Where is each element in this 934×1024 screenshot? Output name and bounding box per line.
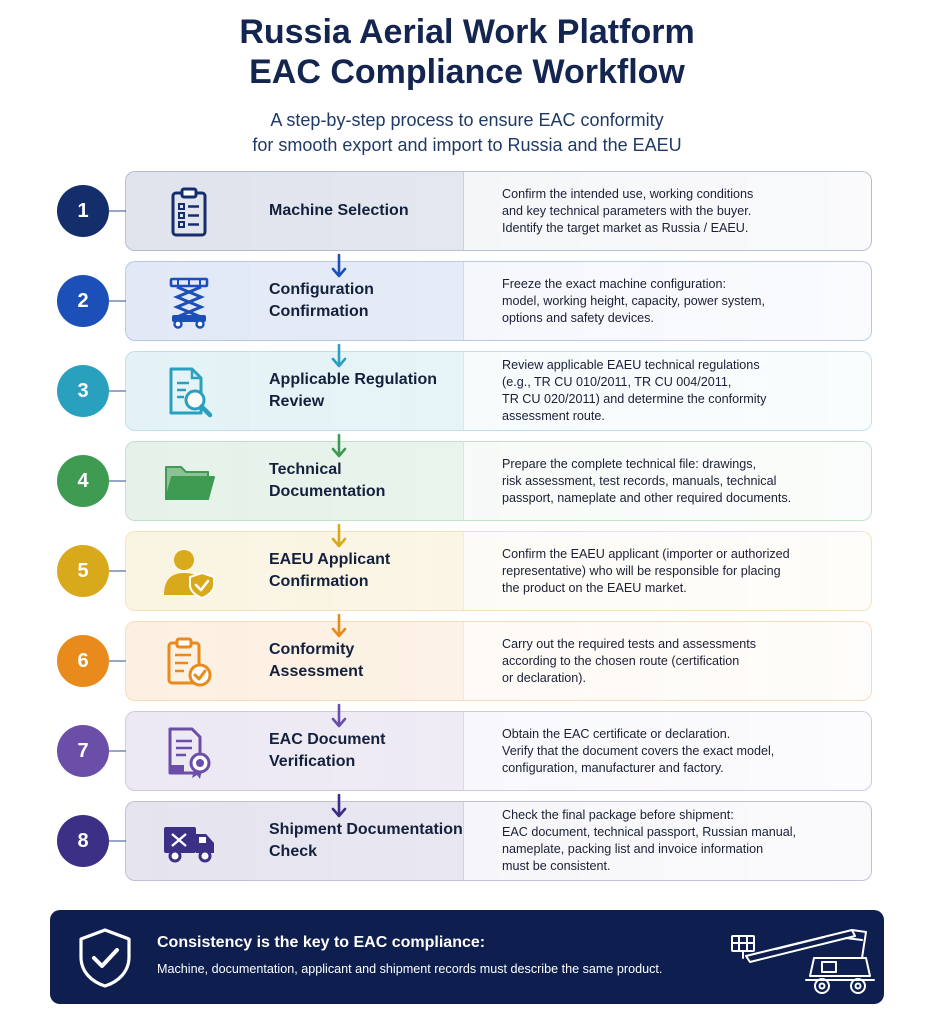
step-card: [125, 171, 872, 251]
step-description-line: Verify that the document covers the exact model,: [502, 743, 775, 758]
step-description-line: Check the final package before shipment:: [502, 808, 734, 822]
workflow-step: [0, 711, 934, 791]
person-shield-icon: [162, 545, 216, 599]
shield-check-icon: [77, 927, 133, 989]
footer-banner: [50, 910, 884, 1004]
step-title: [269, 622, 464, 700]
workflow-step: [0, 531, 934, 611]
step-title-line: Technical: [269, 461, 342, 478]
step-connector-line: [109, 390, 126, 392]
step-description-line: nameplate, packing list and invoice information: [502, 842, 764, 856]
step-number: 8: [57, 815, 109, 867]
step-title-line: Documentation: [269, 483, 386, 500]
step-description-line: TR CU 020/2011) and determine the conformity: [502, 392, 767, 406]
step-title-line: Confirmation: [269, 303, 369, 320]
step-title-line: Review: [269, 393, 325, 410]
step-description-line: passport, nameplate and other required documents.: [502, 490, 792, 505]
step-card: [125, 801, 872, 881]
step-number: 7: [57, 725, 109, 777]
step-description-line: configuration, manufacturer and factory.: [502, 760, 724, 775]
title-line-1: Russia Aerial Work Platform: [239, 13, 695, 51]
step-number: 1: [57, 185, 109, 237]
step-card: [125, 621, 872, 701]
step-connector-line: [109, 210, 126, 212]
step-description: [502, 172, 862, 250]
step-description-line: Prepare the complete technical file: drawings,: [502, 456, 757, 471]
step-description: [502, 352, 862, 430]
step-description: [502, 622, 862, 700]
step-number: 6: [57, 635, 109, 687]
step-title: [269, 712, 464, 790]
step-description-line: Identify the target market as Russia / EAEU.: [502, 220, 749, 235]
step-description-line: Review applicable EAEU technical regulations: [502, 358, 760, 372]
step-description-line: according to the chosen route (certification: [502, 653, 740, 668]
step-title-line: Shipment Documentation: [269, 821, 463, 838]
step-title: [269, 262, 464, 340]
step-title-line: Verification: [269, 753, 356, 770]
step-connector-line: [109, 660, 126, 662]
step-title-line: EAC Document: [269, 731, 386, 748]
step-title: [269, 802, 464, 880]
step-description-line: Freeze the exact machine configuration:: [502, 276, 727, 291]
title-line-2: EAC Compliance Workflow: [249, 53, 685, 91]
step-title: [269, 442, 464, 520]
page-title: [0, 12, 934, 92]
step-number: 5: [57, 545, 109, 597]
clipboard-check-icon: [162, 635, 216, 689]
step-description-line: Confirm the intended use, working conditions: [502, 186, 754, 201]
step-description-line: model, working height, capacity, power system,: [502, 293, 765, 308]
step-title-line: EAEU Applicant: [269, 551, 391, 568]
step-description: [502, 802, 862, 880]
workflow-step: [0, 351, 934, 431]
step-title-line: Applicable Regulation: [269, 371, 438, 388]
step-number: 4: [57, 455, 109, 507]
footer-text: Machine, documentation, applicant and shipment records must describe the same product.: [157, 962, 663, 976]
step-title: [269, 172, 464, 250]
step-connector-line: [109, 570, 126, 572]
step-card: [125, 441, 872, 521]
step-description-line: representative) who will be responsible for placing: [502, 563, 781, 578]
step-number: 3: [57, 365, 109, 417]
step-description-line: (e.g., TR CU 010/2011, TR CU 004/2011,: [502, 375, 732, 389]
step-description-line: must be consistent.: [502, 859, 611, 873]
step-connector-line: [109, 750, 126, 752]
step-card: [125, 261, 872, 341]
page-subtitle: [0, 108, 934, 158]
step-description-line: assessment route.: [502, 409, 605, 423]
certificate-icon: [162, 725, 216, 779]
step-description-line: Confirm the EAEU applicant (importer or authorized: [502, 546, 790, 561]
workflow-step: [0, 261, 934, 341]
step-card: [125, 711, 872, 791]
step-description-line: Obtain the EAC certificate or declaration.: [502, 726, 731, 741]
workflow-step: [0, 801, 934, 881]
step-connector-line: [109, 300, 126, 302]
step-connector-line: [109, 480, 126, 482]
step-title-line: Confirmation: [269, 573, 369, 590]
workflow-step: [0, 621, 934, 701]
step-description: [502, 442, 862, 520]
step-description: [502, 532, 862, 610]
step-card: [125, 351, 872, 431]
step-description-line: Carry out the required tests and assessments: [502, 636, 757, 651]
step-description-line: the product on the EAEU market.: [502, 580, 687, 595]
step-description: [502, 262, 862, 340]
step-description: [502, 712, 862, 790]
step-description-line: and key technical parameters with the buyer.: [502, 203, 752, 218]
step-connector-line: [109, 840, 126, 842]
step-title-line: Conformity: [269, 641, 355, 658]
step-number: 2: [57, 275, 109, 327]
folder-icon: [162, 455, 216, 509]
document-search-icon: [162, 365, 216, 419]
subtitle-line-1: A step-by-step process to ensure EAC conformity: [270, 110, 664, 130]
footer-title: Consistency is the key to EAC compliance:: [157, 934, 486, 951]
step-card: [125, 531, 872, 611]
scissor-lift-icon: [162, 275, 216, 329]
step-description-line: risk assessment, test records, manuals, technical: [502, 473, 777, 488]
clipboard-checklist-icon: [162, 185, 216, 239]
step-description-line: or declaration).: [502, 670, 586, 685]
subtitle-line-2: for smooth export and import to Russia and the EAEU: [252, 135, 682, 155]
step-title: [269, 352, 464, 430]
boom-lift-icon: [726, 918, 876, 998]
delivery-truck-icon: [162, 815, 216, 869]
step-title: [269, 532, 464, 610]
step-title-line: Assessment: [269, 663, 364, 680]
step-description-line: options and safety devices.: [502, 310, 654, 325]
step-title-line: Machine Selection: [269, 202, 409, 219]
step-title-line: Configuration: [269, 281, 374, 298]
workflow-step: [0, 441, 934, 521]
workflow-step: [0, 171, 934, 251]
step-title-line: Check: [269, 843, 318, 860]
step-description-line: EAC document, technical passport, Russian manual,: [502, 825, 797, 839]
